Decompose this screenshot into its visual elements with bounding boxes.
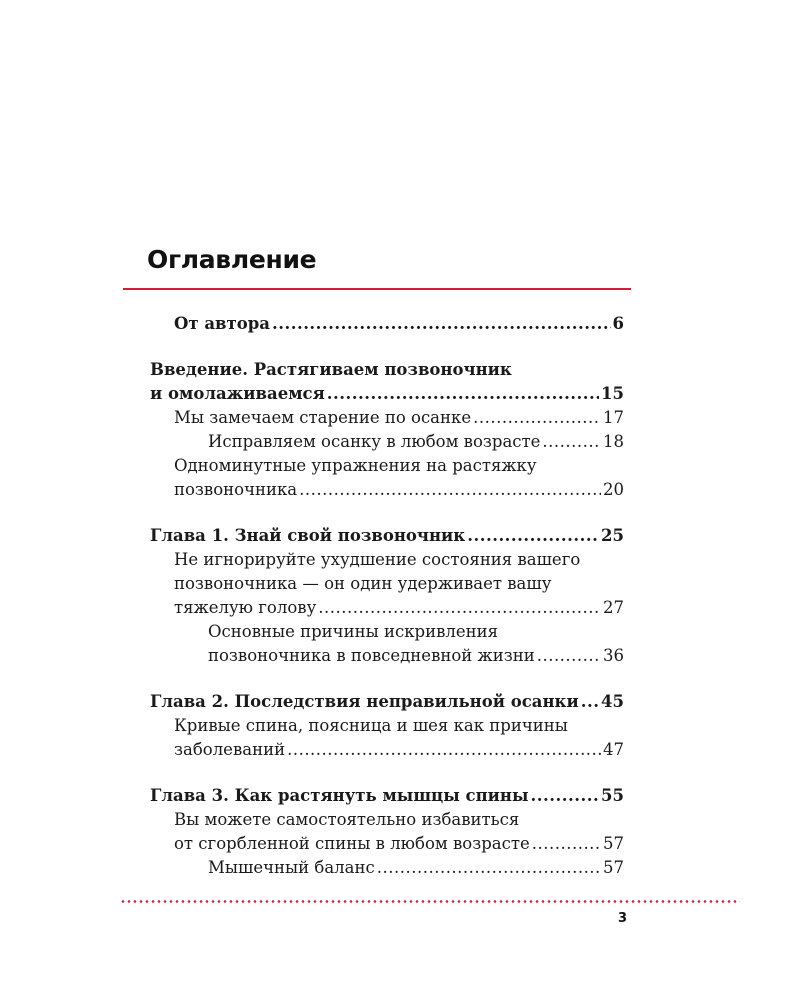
toc-entry-last-line bbox=[174, 832, 624, 856]
toc-page-number: 57 bbox=[603, 834, 624, 853]
toc-page-number: 47 bbox=[603, 740, 624, 759]
toc-page-number: 15 bbox=[601, 384, 624, 403]
toc-entry-last-line bbox=[174, 478, 624, 502]
toc-page-number: 27 bbox=[603, 598, 624, 617]
toc-entry[interactable] bbox=[150, 312, 624, 336]
toc-entry-text: тяжелую голову bbox=[174, 598, 317, 617]
toc-entry[interactable] bbox=[150, 620, 624, 668]
toc-entry-text: позвоночника в повседневной жизни bbox=[208, 646, 535, 665]
page-title: Оглавление bbox=[147, 245, 317, 274]
toc-entry-text: позвоночника — он один удерживает вашу bbox=[174, 574, 552, 593]
toc-page-number: 20 bbox=[603, 480, 624, 499]
toc-entry-last-line bbox=[150, 690, 624, 714]
toc-entry-text: от сгорбленной спины в любом возрасте bbox=[174, 834, 530, 853]
toc-entry-text: Кривые спина, поясница и шея как причины bbox=[174, 716, 568, 735]
toc-entry-last-line bbox=[174, 312, 624, 336]
dot-leader bbox=[272, 312, 611, 336]
toc-entry-text: От автора bbox=[174, 314, 270, 333]
toc-page-number: 45 bbox=[601, 692, 624, 711]
toc-entry-text: Глава 3. Как растянуть мышцы спины bbox=[150, 786, 529, 805]
toc-entry[interactable] bbox=[150, 430, 624, 454]
toc-page-number: 18 bbox=[603, 432, 624, 451]
dot-leader bbox=[542, 430, 601, 454]
toc-entry-text: Вы можете самостоятельно избавиться bbox=[174, 810, 520, 829]
toc-entry[interactable] bbox=[150, 358, 624, 406]
toc-entry-last-line bbox=[150, 784, 624, 808]
section-gap bbox=[150, 502, 624, 524]
dot-leader bbox=[327, 382, 599, 406]
toc-entry-text: Мы замечаем старение по осанке bbox=[174, 408, 472, 427]
dot-leader bbox=[318, 596, 601, 620]
toc-entry-last-line bbox=[208, 644, 624, 668]
toc-entry-text: Мышечный баланс bbox=[208, 858, 375, 877]
dot-leader bbox=[287, 738, 601, 762]
table-of-contents bbox=[150, 312, 624, 880]
toc-entry-text: Введение. Растягиваем позвоночник bbox=[150, 360, 512, 379]
toc-entry-text: заболеваний bbox=[174, 740, 286, 759]
toc-entry-text: Исправляем осанку в любом возрасте bbox=[208, 432, 541, 451]
dot-leader bbox=[581, 690, 599, 714]
toc-entry-text: Не игнорируйте ухудшение состояния вашего bbox=[174, 550, 581, 569]
toc-entry[interactable] bbox=[150, 406, 624, 430]
section-gap bbox=[150, 336, 624, 358]
toc-entry[interactable] bbox=[150, 548, 624, 620]
dot-leader bbox=[531, 784, 600, 808]
toc-entry[interactable] bbox=[150, 524, 624, 548]
toc-page-number: 55 bbox=[601, 786, 624, 805]
toc-entry[interactable] bbox=[150, 690, 624, 714]
toc-entry[interactable] bbox=[150, 784, 624, 808]
toc-page-number: 57 bbox=[603, 858, 624, 877]
toc-entry[interactable] bbox=[150, 714, 624, 762]
toc-entry-text: Основные причины искривления bbox=[208, 622, 499, 641]
toc-entry-last-line bbox=[174, 596, 624, 620]
dot-leader bbox=[467, 524, 599, 548]
toc-entry[interactable] bbox=[150, 856, 624, 880]
dot-leader bbox=[299, 478, 601, 502]
toc-entry-last-line bbox=[150, 382, 624, 406]
section-gap bbox=[150, 668, 624, 690]
toc-page-number: 6 bbox=[612, 314, 624, 333]
toc-entry-last-line bbox=[208, 430, 624, 454]
dot-leader bbox=[532, 832, 601, 856]
footer-dotted-rule bbox=[120, 900, 740, 903]
dot-leader bbox=[537, 644, 601, 668]
toc-entry[interactable] bbox=[150, 454, 624, 502]
toc-entry-text: Глава 2. Последствия неправильной осанки bbox=[150, 692, 579, 711]
toc-entry[interactable] bbox=[150, 808, 624, 856]
toc-page-number: 25 bbox=[601, 526, 624, 545]
toc-entry-text: и омолаживаемся bbox=[150, 384, 325, 403]
section-gap bbox=[150, 762, 624, 784]
toc-page-number: 36 bbox=[603, 646, 624, 665]
toc-entry-last-line bbox=[208, 856, 624, 880]
toc-entry-text: Глава 1. Знай свой позвоночник bbox=[150, 526, 466, 545]
dot-leader bbox=[377, 856, 601, 880]
title-underline bbox=[123, 288, 631, 290]
toc-page-number: 17 bbox=[603, 408, 624, 427]
toc-entry-last-line bbox=[150, 524, 624, 548]
toc-entry-last-line bbox=[174, 406, 624, 430]
toc-entry-last-line bbox=[174, 738, 624, 762]
toc-entry-text: Одноминутные упражнения на растяжку bbox=[174, 456, 537, 475]
page-number: 3 bbox=[618, 911, 628, 926]
dot-leader bbox=[473, 406, 601, 430]
toc-entry-text: позвоночника bbox=[174, 480, 298, 499]
